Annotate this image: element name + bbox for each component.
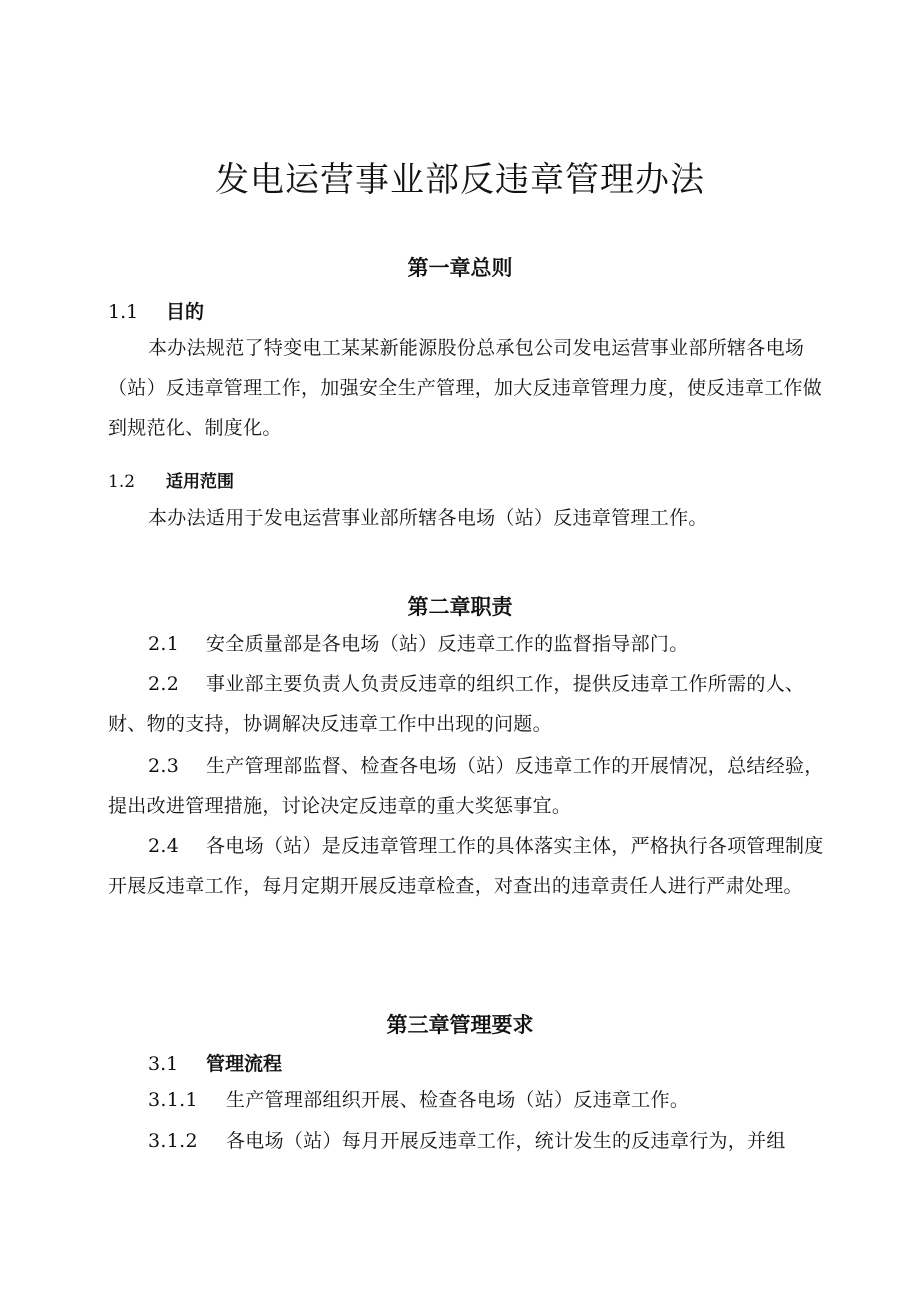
clause-2-1 [108, 624, 828, 664]
clause-text: 生产管理部监督、检查各电场（站）反违章工作的开展情况，总结经验，提出改进管理措施，讨论决定反违章的重大奖惩事宜。 [108, 755, 824, 817]
clause-number: 2.3 [148, 755, 180, 777]
section-title: 适用范围 [166, 472, 234, 492]
clause-text: 生产管理部组织开展、检查各电场（站）反违章工作。 [226, 1089, 690, 1111]
clause-2-2 [108, 664, 828, 744]
section-title: 管理流程 [206, 1053, 283, 1075]
chapter-3-heading: 第三章管理要求 [386, 1013, 534, 1037]
chapter-2-heading: 第二章职责 [407, 595, 513, 619]
clause-2-4 [108, 826, 828, 906]
clause-text: 安全质量部是各电场（站）反违章工作的监督指导部门。 [206, 633, 689, 655]
section-number: 3.1 [148, 1053, 179, 1075]
section-1-1-body: 本办法规范了特变电工某某新能源股份总承包公司发电运营事业部所辖各电场（站）反违章管理工作，加强安全生产管理，加大反违章管理力度，使反违章工作做到规范化、制度化。 [108, 337, 823, 439]
clause-3-1-1 [108, 1080, 828, 1120]
section-3-1-heading [148, 1049, 282, 1076]
chapter-1-heading: 第一章总则 [407, 256, 513, 280]
document-title: 发电运营事业部反违章管理办法 [215, 160, 705, 200]
section-1-2-body: 本办法适用于发电运营事业部所辖各电场（站）反违章管理工作。 [148, 507, 708, 529]
clause-text: 各电场（站）是反违章管理工作的具体落实主体，严格执行各项管理制度开展反违章工作，每月定期开展反违章检查，对查出的违章责任人进行严肃处理。 [108, 835, 824, 897]
section-number: 1.2 [108, 472, 136, 492]
section-1-2-heading [108, 467, 234, 492]
section-1-1-heading [108, 297, 204, 324]
clause-number: 2.4 [148, 835, 180, 857]
clause-number: 2.2 [148, 673, 180, 695]
clause-number: 3.1.2 [148, 1130, 198, 1152]
clause-number: 2.1 [148, 633, 180, 655]
clause-3-1-2 [108, 1121, 828, 1161]
clause-2-3 [108, 746, 828, 826]
clause-number: 3.1.1 [148, 1089, 198, 1111]
clause-text: 事业部主要负责人负责反违章的组织工作，提供反违章工作所需的人、财、物的支持，协调解决反违章工作中出现的问题。 [108, 673, 805, 735]
section-number: 1.1 [108, 301, 139, 323]
section-title: 目的 [166, 301, 205, 323]
clause-text: 各电场（站）每月开展反违章工作，统计发生的反违章行为，并组 [226, 1130, 786, 1152]
